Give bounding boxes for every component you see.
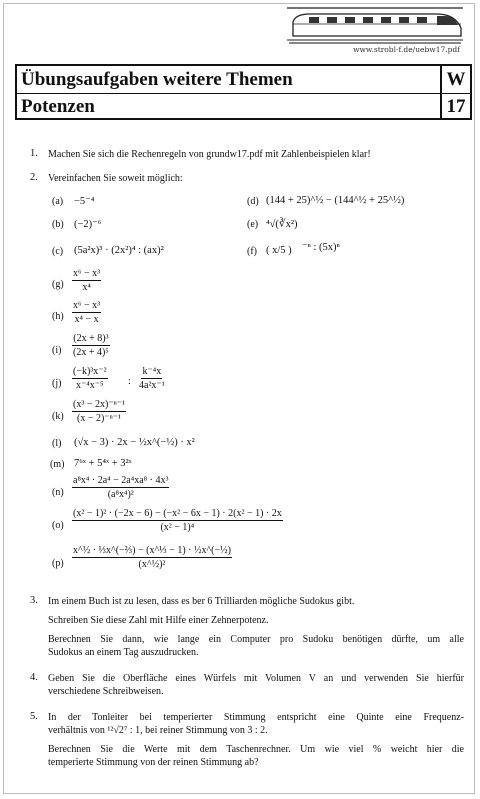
label-n: (n) bbox=[52, 487, 64, 498]
label-p: (p) bbox=[52, 558, 64, 569]
task-2-text: Vereinfachen Sie soweit möglich: bbox=[48, 173, 183, 184]
task-5-line-2: verhältnis von ¹²√2⁷ : 1, bei reiner Stimmung von 3 : 2. bbox=[48, 725, 268, 736]
task-5-number: 5. bbox=[30, 711, 38, 722]
label-d: (d) bbox=[247, 196, 259, 207]
sheet-code: W bbox=[440, 66, 470, 93]
fraction-k-denominator: (x − 2)⁻ⁿ⁻¹ bbox=[77, 413, 122, 424]
task-3-number: 3. bbox=[30, 595, 38, 606]
expr-a: −5⁻⁴ bbox=[74, 196, 95, 207]
fraction-j-2 bbox=[138, 366, 166, 391]
task-3-line-1: Im einem Buch ist zu lesen, dass es ber 6 Trilliarden mögliche Sudokus gibt. bbox=[48, 596, 355, 607]
fraction-i-denominator: (2x + 4)⁵ bbox=[73, 347, 109, 358]
expr-e: ⁴√(∛x²) bbox=[266, 219, 298, 230]
page-subtitle: Potenzen bbox=[21, 95, 95, 117]
fraction-i bbox=[72, 333, 110, 358]
fraction-g-numerator: x⁶ − x³ bbox=[73, 268, 101, 279]
task-1-text: Machen Sie sich die Rechenregeln von grundw17.pdf mit Zahlenbeispielen klar! bbox=[48, 149, 371, 160]
fraction-g-denominator: x⁴ bbox=[82, 282, 91, 293]
expr-d: (144 + 25)^½ − (144^½ + 25^½) bbox=[266, 195, 405, 206]
fraction-o-numerator: (x² − 1)² · (−2x − 6) − (−x² − 6x − 1) · 2(x² − 1) · 2x bbox=[73, 508, 282, 519]
fraction-p bbox=[72, 545, 232, 570]
train-logo-icon bbox=[287, 2, 463, 46]
fraction-i-numerator: (2x + 8)³ bbox=[73, 333, 109, 344]
label-i: (i) bbox=[52, 345, 62, 356]
fraction-j1-denominator: x⁻⁴x⁻⁵ bbox=[76, 380, 104, 391]
operator-j: : bbox=[128, 376, 131, 387]
page-title: Übungsaufgaben weitere Themen bbox=[21, 68, 293, 90]
task-3-line-4: Sudokus an einem Tag auszudrucken. bbox=[48, 647, 199, 658]
fraction-j1-numerator: (−k)³x⁻² bbox=[73, 366, 107, 377]
task-2-number: 2. bbox=[30, 172, 38, 183]
label-o: (o) bbox=[52, 520, 64, 531]
label-j: (j) bbox=[52, 378, 62, 389]
fraction-n-denominator: (a⁸x⁴)² bbox=[107, 489, 134, 500]
expr-b: (−2)⁻⁶ bbox=[74, 219, 102, 230]
fraction-j-1 bbox=[72, 366, 108, 391]
task-3-line-3: Berechnen Sie dann, wie lange ein Computer pro Sudoku benötigen dürfte, um alle bbox=[48, 634, 464, 645]
label-c: (c) bbox=[52, 246, 64, 257]
url-text[interactable]: www.strobl-f.de/uebw17.pdf bbox=[353, 45, 460, 54]
fraction-p-denominator: (x^½)² bbox=[138, 559, 166, 570]
title-box bbox=[15, 64, 472, 120]
fraction-n bbox=[72, 475, 169, 500]
expr-f-base: ( x/5 ) bbox=[266, 245, 292, 256]
expr-m: 7⁶ˣ + 5⁴ˣ + 3²ˣ bbox=[74, 458, 132, 469]
label-g: (g) bbox=[52, 279, 64, 290]
task-4-line-1: Geben Sie die Oberfläche eines Würfels mit Volumen V an und verwenden Sie hierfür bbox=[48, 673, 464, 684]
task-1-number: 1. bbox=[30, 148, 38, 159]
fraction-h-denominator: x⁴ − x bbox=[74, 314, 99, 325]
fraction-j2-denominator: 4a²x⁻¹ bbox=[139, 380, 165, 391]
task-3-line-2: Schreiben Sie diese Zahl mit Hilfe einer Zehnerpotenz. bbox=[48, 615, 269, 626]
label-f: (f) bbox=[247, 246, 257, 257]
expr-c: (5a²x)³ · (2x²)⁴ : (ax)² bbox=[74, 245, 164, 256]
fraction-h bbox=[72, 300, 101, 325]
fraction-g bbox=[72, 268, 101, 293]
fraction-k bbox=[72, 399, 126, 424]
task-4-line-2: verschiedene Schreibweisen. bbox=[48, 686, 164, 697]
label-b: (b) bbox=[52, 219, 64, 230]
task-5-line-1: In der Tonleiter bei temperierter Stimmung entspricht eine Quinte eine Frequenz- bbox=[48, 712, 464, 723]
fraction-k-numerator: (x³ − 2x)⁻ⁿ⁻¹ bbox=[73, 399, 126, 410]
label-m: (m) bbox=[50, 459, 65, 470]
expr-l: (√x − 3) · 2x − ½x^(−½) · x² bbox=[74, 437, 195, 448]
fraction-o bbox=[72, 508, 283, 533]
sheet-number: 17 bbox=[440, 93, 470, 120]
task-4-number: 4. bbox=[30, 672, 38, 683]
fraction-o-denominator: (x² − 1)⁴ bbox=[160, 522, 195, 533]
label-k: (k) bbox=[52, 411, 64, 422]
label-a: (a) bbox=[52, 196, 64, 207]
label-e: (e) bbox=[247, 219, 259, 230]
expr-f-exponent: ⁻ⁿ : (5x)ⁿ bbox=[302, 242, 340, 253]
label-l: (l) bbox=[52, 438, 62, 449]
fraction-n-numerator: a⁸x⁴ · 2a⁴ − 2a⁴xa⁸ · 4x³ bbox=[73, 475, 169, 486]
fraction-j2-numerator: k⁻⁴x bbox=[142, 366, 162, 377]
fraction-p-numerator: x^½ · ⅓x^(−⅔) − (x^⅓ − 1) · ½x^(−½) bbox=[73, 545, 231, 556]
task-5-line-4: temperierte Stimmung von der reinen Stimmung ab? bbox=[48, 757, 259, 768]
task-5-line-3: Berechnen Sie die Werte mit dem Taschenrechner. Um wie viel % weicht hier die bbox=[48, 744, 464, 755]
label-h: (h) bbox=[52, 311, 64, 322]
fraction-h-numerator: x⁶ − x³ bbox=[73, 300, 101, 311]
